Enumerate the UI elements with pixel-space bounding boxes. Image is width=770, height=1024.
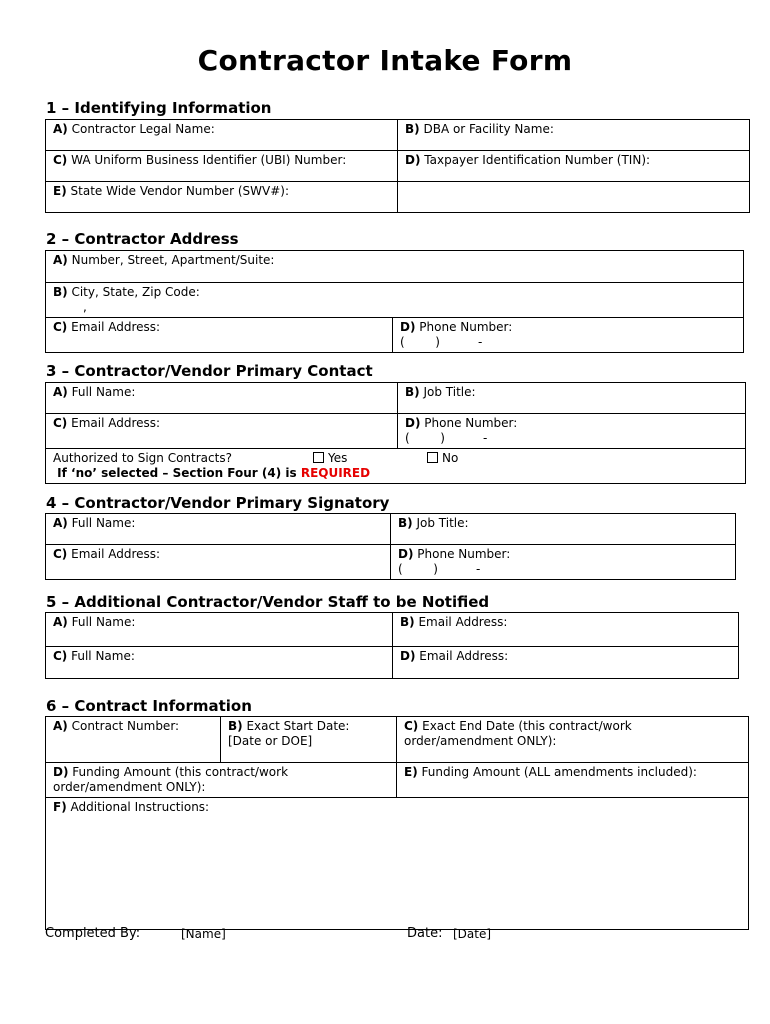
section-1-heading: 1 – Identifying Information [46,99,272,117]
end-date-field[interactable]: C) Exact End Date (this contract/work order/amendment ONLY): [397,717,749,763]
email-address-field[interactable]: C) Email Address: [46,318,393,353]
city-state-zip-field[interactable]: B) City, State, Zip Code: , [46,283,744,318]
section-3-heading: 3 – Contractor/Vendor Primary Contact [46,362,373,380]
yes-option[interactable]: Yes [313,451,347,466]
section-6-heading: 6 – Contract Information [46,697,252,715]
empty-cell [398,182,750,213]
start-date-field[interactable]: B) Exact Start Date: [Date or DOE] [221,717,397,763]
signatory-full-name-field[interactable]: A) Full Name: [46,514,391,545]
ubi-number-field[interactable]: C) WA Uniform Business Identifier (UBI) Number: [46,151,398,182]
contract-number-field[interactable]: A) Contract Number: [46,717,221,763]
section-5-table [45,612,739,679]
swv-number-field[interactable]: E) State Wide Vendor Number (SWV#): [46,182,398,213]
phone-number-field[interactable]: D) Phone Number: ( ) - [393,318,744,353]
section-2-table [45,250,744,353]
staff-1-email-field[interactable]: B) Email Address: [393,613,739,647]
funding-amount-this-field[interactable]: D) Funding Amount (this contract/work order/amendment ONLY): [46,763,397,798]
contact-job-title-field[interactable]: B) Job Title: [398,383,746,414]
section-4-table [45,513,736,580]
section-4-heading: 4 – Contractor/Vendor Primary Signatory [46,494,390,512]
yes-checkbox[interactable] [313,452,324,463]
form-title: Contractor Intake Form [197,44,573,77]
date-label: Date: [407,926,443,941]
date-field[interactable]: [Date] [453,927,492,941]
section-5-heading: 5 – Additional Contractor/Vendor Staff to be Notified [46,593,490,611]
authorized-question: Authorized to Sign Contracts? [53,451,232,465]
section-four-note: If ‘no’ selected – Section Four (4) is REQUIRED [53,466,371,480]
street-address-field[interactable]: A) Number, Street, Apartment/Suite: [46,251,744,283]
completed-by-name-field[interactable]: [Name] [181,927,226,941]
contact-email-field[interactable]: C) Email Address: [46,414,398,449]
signatory-email-field[interactable]: C) Email Address: [46,545,391,580]
signatory-job-title-field[interactable]: B) Job Title: [391,514,736,545]
section-1-table [45,119,750,213]
staff-1-full-name-field[interactable]: A) Full Name: [46,613,393,647]
required-label: REQUIRED [300,466,371,480]
completed-by-label: Completed By: [45,926,141,941]
additional-instructions-field[interactable]: F) Additional Instructions: [46,798,749,930]
authorized-to-sign-row [46,449,746,484]
signatory-phone-field[interactable]: D) Phone Number: ( ) - [391,545,736,580]
no-option[interactable]: No [427,451,458,466]
section-6-table [45,716,749,930]
tin-field[interactable]: D) Taxpayer Identification Number (TIN): [398,151,750,182]
no-checkbox[interactable] [427,452,438,463]
contact-full-name-field[interactable]: A) Full Name: [46,383,398,414]
contact-phone-field[interactable]: D) Phone Number: ( ) - [398,414,746,449]
section-3-table [45,382,746,484]
staff-2-full-name-field[interactable]: C) Full Name: [46,647,393,679]
section-2-heading: 2 – Contractor Address [46,230,239,248]
funding-amount-all-field[interactable]: E) Funding Amount (ALL amendments included): [397,763,749,798]
staff-2-email-field[interactable]: D) Email Address: [393,647,739,679]
contractor-legal-name-field[interactable]: A) Contractor Legal Name: [46,120,398,151]
dba-facility-name-field[interactable]: B) DBA or Facility Name: [398,120,750,151]
